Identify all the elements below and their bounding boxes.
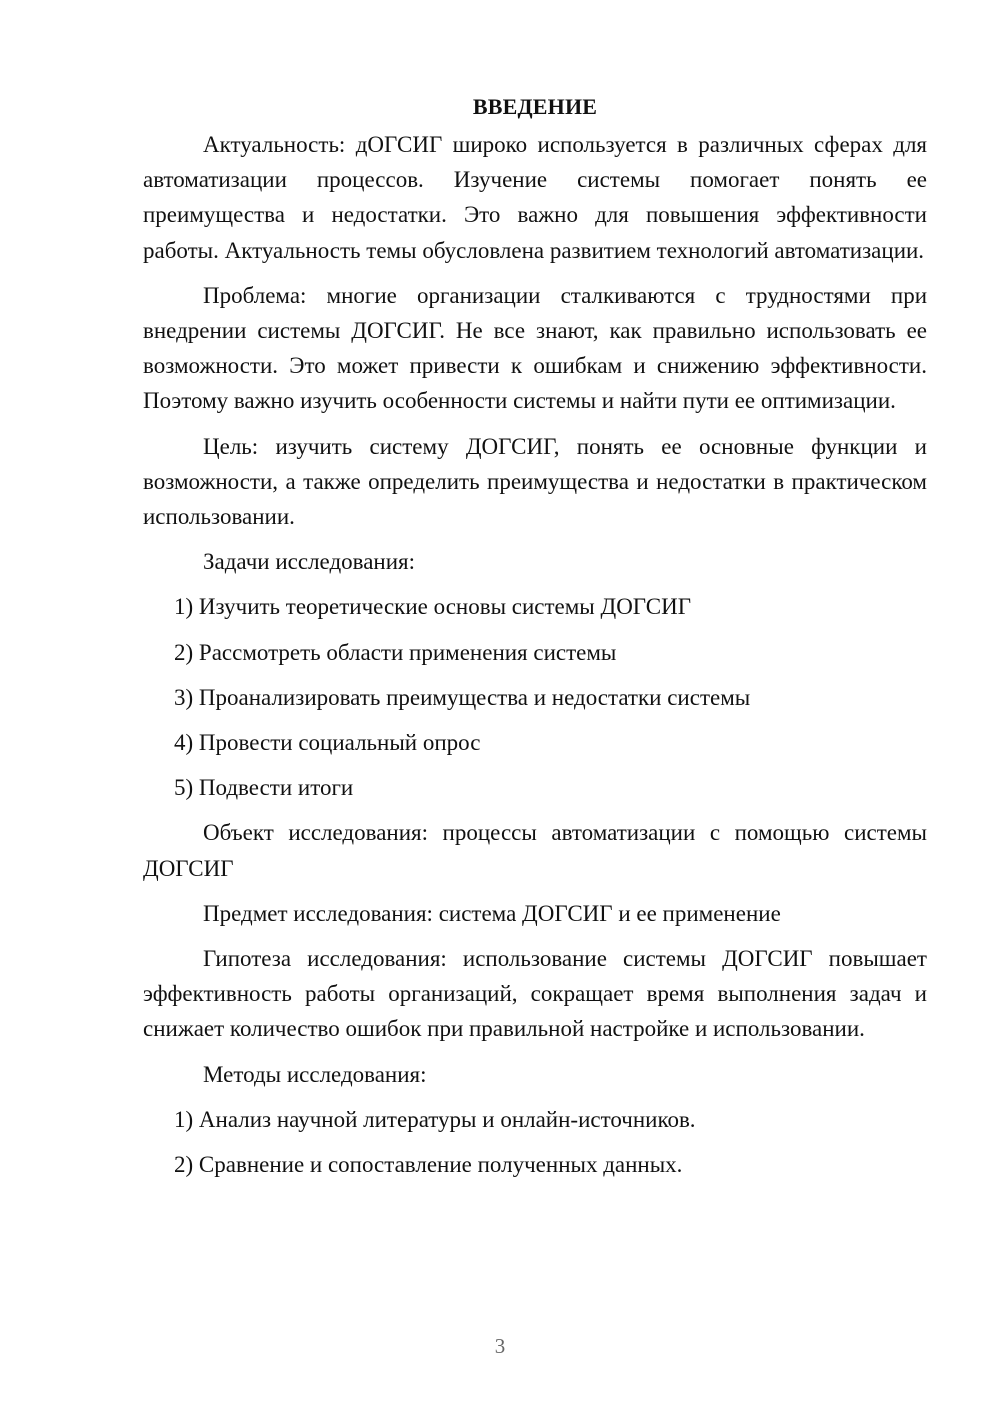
problem-paragraph: Проблема: многие организации сталкиваются с трудностями при внедрении системы ДОГСИГ. Не все знают, как правильно использовать ее возможности. Это может привести к ошибкам и снижению эффективности. Поэтому важно изучить особенности системы и найти пути ее оптимизации. (143, 282, 927, 414)
task-item: 5) Подвести итоги (174, 775, 354, 801)
hypothesis-paragraph: Гипотеза исследования: использование системы ДОГСИГ повышает эффективность работы организаций, сокращает время выполнения задач и снижает количество ошибок при правильной настройке и использовании. (143, 946, 927, 1042)
goal-paragraph: Цель: изучить систему ДОГСИГ, понять ее основные функции и возможности, а также определить преимущества и недостатки в практическом использовании. (143, 433, 927, 530)
task-item: 1) Изучить теоретические основы системы ДОГСИГ (174, 594, 692, 620)
subject-paragraph: Предмет исследования: система ДОГСИГ и ее применение (203, 900, 781, 926)
task-item: 4) Провести социальный опрос (174, 730, 481, 756)
tasks-heading: Задачи исследования: (203, 549, 416, 575)
object-paragraph: Объект исследования: процессы автоматизации с помощью системы ДОГСИГ (143, 820, 927, 881)
tasks-list (143, 589, 927, 805)
methods-list (143, 1102, 927, 1182)
relevance-paragraph: Актуальность: дОГСИГ широко используется в различных сферах для автоматизации процессов. Изучение системы помогает понять ее преимущества и недостатки. Это важно для повышения эффективности работы. Актуальность темы обусловлена развитием технологий автоматизации. (143, 132, 927, 263)
section-heading: ВВЕДЕНИЕ (472, 94, 598, 119)
method-item: 2) Сравнение и сопоставление полученных данных. (174, 1152, 683, 1178)
page-number: 3 (494, 1334, 506, 1358)
task-item: 2) Рассмотреть области применения системы (174, 639, 617, 665)
task-item: 3) Проанализировать преимущества и недостатки системы (174, 684, 751, 710)
methods-heading: Методы исследования: (203, 1061, 427, 1087)
method-item: 1) Анализ научной литературы и онлайн-источников. (174, 1106, 696, 1132)
page-content (143, 92, 927, 1192)
